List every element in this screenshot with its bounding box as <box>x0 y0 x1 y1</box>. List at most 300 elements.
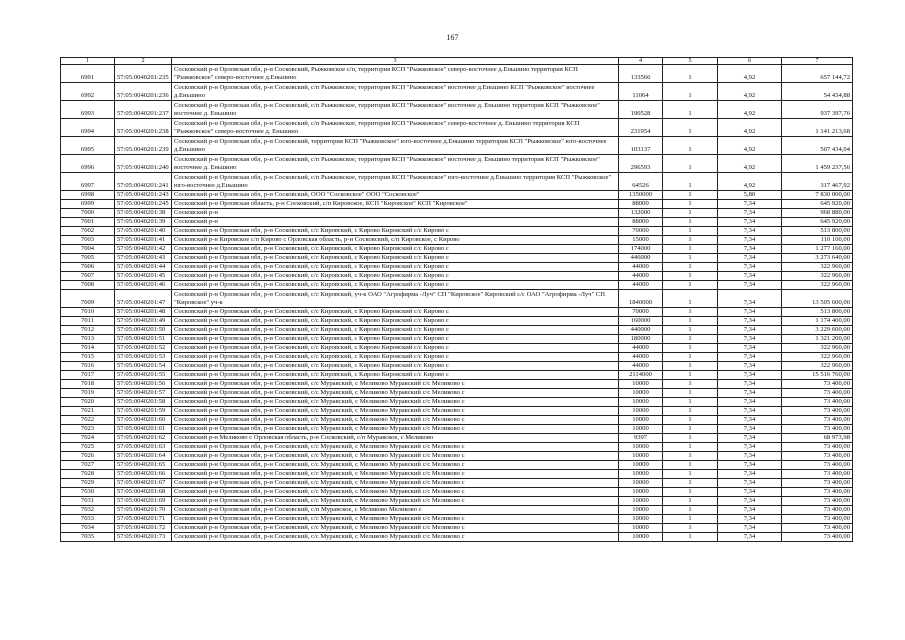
cadastral-number-cell: 57:05:0040201:68 <box>115 488 172 497</box>
cadastral-value-cell: 513 800,00 <box>782 227 853 236</box>
cadastral-number-cell: 57:05:0040201:59 <box>115 407 172 416</box>
table-row <box>61 479 853 488</box>
cadastral-number-cell: 57:05:0040201:61 <box>115 425 172 434</box>
specific-value-cell: 7,34 <box>718 461 782 470</box>
cadastral-number-cell: 57:05:0040201:60 <box>115 416 172 425</box>
table-row <box>61 281 853 290</box>
cadastral-number-cell: 57:05:0040201:51 <box>115 335 172 344</box>
row-number-cell: 7008 <box>61 281 115 290</box>
area-cell: 132000 <box>619 209 663 218</box>
row-number-cell: 7024 <box>61 434 115 443</box>
area-cell: 44000 <box>619 272 663 281</box>
cadastral-value-cell: 73 400,00 <box>782 452 853 461</box>
area-cell: 10000 <box>619 425 663 434</box>
count-cell: 1 <box>663 497 718 506</box>
table-row <box>61 200 853 209</box>
area-cell: 88000 <box>619 200 663 209</box>
area-cell: 160000 <box>619 317 663 326</box>
cadastral-value-cell: 513 800,00 <box>782 308 853 317</box>
cadastral-number-cell: 57:05:0040201:65 <box>115 461 172 470</box>
table-row <box>61 362 853 371</box>
cadastral-value-cell: 13 505 600,00 <box>782 290 853 308</box>
count-cell: 1 <box>663 254 718 263</box>
page-number: 167 <box>446 33 459 42</box>
specific-value-cell: 7,34 <box>718 416 782 425</box>
row-number-cell: 6997 <box>61 173 115 191</box>
cadastral-number-cell: 57:05:0040201:50 <box>115 326 172 335</box>
count-cell: 1 <box>663 101 718 119</box>
address-cell: Сосковский р-н Орловская обл, р-н Сосковский, с/с Муравский, с Меликово Муравский с/с Меликово с <box>172 461 619 470</box>
row-number-cell: 7017 <box>61 371 115 380</box>
row-number-cell: 7021 <box>61 407 115 416</box>
cadastral-value-cell: 657 144,72 <box>782 65 853 83</box>
address-cell: Сосковский р-н Орловская обл, р-н Сосковский, с/с Муравский, с Меликово Муравский с/с Меликово с <box>172 443 619 452</box>
cadastral-value-cell: 73 400,00 <box>782 515 853 524</box>
specific-value-cell: 7,34 <box>718 263 782 272</box>
specific-value-cell: 4,92 <box>718 173 782 191</box>
address-cell: Сосковский р-н Кировское с/п Кирово с Орловская область, р-н Сосковский, с/п Кировское, с Кирово <box>172 236 619 245</box>
table-row <box>61 506 853 515</box>
specific-value-cell: 7,34 <box>718 452 782 461</box>
address-cell: Сосковский р-н Орловская обл, р-н Сосковский, с/с Кировский, уч-к ОАО "Агрофирма -Луч" СП "Кировское" Кировский с/с ОАО "Агрофирма -Луч" СП "Кировское" уч-к <box>172 290 619 308</box>
row-number-cell: 7029 <box>61 479 115 488</box>
count-cell: 1 <box>663 137 718 155</box>
cadastral-number-cell: 57:05:0040201:71 <box>115 515 172 524</box>
address-cell: Сосковский р-н Орловская обл, р-н Сосковский, с/с Кировский, с Кирово Кировский с/с Кирово с <box>172 344 619 353</box>
address-cell: Сосковский р-н Орловская обл, р-н Сосковский, с/с Кировский, с Кирово Кировский с/с Кирово с <box>172 263 619 272</box>
area-cell: 10000 <box>619 416 663 425</box>
table-row <box>61 83 853 101</box>
cadastral-number-cell: 57:05:0040201:54 <box>115 362 172 371</box>
cadastral-value-cell: 110 100,00 <box>782 236 853 245</box>
table-row <box>61 290 853 308</box>
cadastral-value-cell: 322 960,00 <box>782 362 853 371</box>
cadastral-number-cell: 57:05:0040201:62 <box>115 434 172 443</box>
table-row <box>61 380 853 389</box>
table-row <box>61 344 853 353</box>
count-cell: 1 <box>663 488 718 497</box>
count-cell: 1 <box>663 119 718 137</box>
address-cell: Сосковский р-н Орловская обл, р-н Сосковский, с/с Кировский, с Кирово Кировский с/с Кирово с <box>172 245 619 254</box>
specific-value-cell: 7,34 <box>718 209 782 218</box>
area-cell: 64526 <box>619 173 663 191</box>
address-cell: Сосковский р-н Орловская обл, р-н Сосковский, с/с Муравский, с Меликово Муравский с/с Меликово с <box>172 416 619 425</box>
count-cell: 1 <box>663 416 718 425</box>
row-number-cell: 6996 <box>61 155 115 173</box>
address-cell: Сосковский р-н Орловская обл, р-н Сосковский, с/с Кировский, с Кирово Кировский с/с Кирово с <box>172 362 619 371</box>
area-cell: 44000 <box>619 263 663 272</box>
address-cell: Сосковский р-н Орловская обл, р-н Сосковский, с/с Муравский, с Меликово Муравский с/с Меликово с <box>172 515 619 524</box>
table-row <box>61 470 853 479</box>
count-cell: 1 <box>663 281 718 290</box>
area-cell: 10000 <box>619 488 663 497</box>
table-row <box>61 245 853 254</box>
count-cell: 1 <box>663 371 718 380</box>
specific-value-cell: 7,34 <box>718 308 782 317</box>
area-cell: 10000 <box>619 407 663 416</box>
cadastral-value-cell: 73 400,00 <box>782 398 853 407</box>
address-cell: Сосковский р-н Орловская обл, р-н Сосковский, с/п Рыжковское, территория КСП "Рыжковское" восточнее д. Еньшино территория КСП "Рыжковское" восточнее д. Еньшино <box>172 155 619 173</box>
table-row <box>61 389 853 398</box>
count-cell: 1 <box>663 515 718 524</box>
cadastral-value-cell: 317 467,92 <box>782 173 853 191</box>
column-header: 2 <box>115 58 172 65</box>
table-row <box>61 173 853 191</box>
cadastral-number-cell: 57:05:0040201:241 <box>115 173 172 191</box>
count-cell: 1 <box>663 200 718 209</box>
table-row <box>61 218 853 227</box>
area-cell: 11064 <box>619 83 663 101</box>
table-row <box>61 272 853 281</box>
count-cell: 1 <box>663 398 718 407</box>
row-number-cell: 7032 <box>61 506 115 515</box>
area-cell: 446000 <box>619 254 663 263</box>
cadastral-number-cell: 57:05:0040201:66 <box>115 470 172 479</box>
row-number-cell: 7020 <box>61 398 115 407</box>
table-row <box>61 236 853 245</box>
area-cell: 9397 <box>619 434 663 443</box>
specific-value-cell: 7,34 <box>718 317 782 326</box>
cadastral-value-cell: 937 397,76 <box>782 101 853 119</box>
row-number-cell: 7007 <box>61 272 115 281</box>
cadastral-value-cell: 73 400,00 <box>782 389 853 398</box>
table-row <box>61 308 853 317</box>
address-cell: Сосковский р-н Орловская область, р-н Сосковский, с/п Кировское, КСП "Кировское" КСП "Кировское" <box>172 200 619 209</box>
column-header: 4 <box>619 58 663 65</box>
row-number-cell: 7005 <box>61 254 115 263</box>
row-number-cell: 7028 <box>61 470 115 479</box>
row-number-cell: 7014 <box>61 344 115 353</box>
count-cell: 1 <box>663 506 718 515</box>
cadastral-number-cell: 57:05:0040201:38 <box>115 209 172 218</box>
address-cell: Сосковский р-н Орловская обл, р-н Сосковский, с/п Рыжковское, территория КСП "Рыжковское" юго-восточнее д.Еньшино территория КСП "Рыжковское" юго-восточнее д.Еньшино <box>172 173 619 191</box>
count-cell: 1 <box>663 245 718 254</box>
cadastral-number-cell: 57:05:0040201:43 <box>115 254 172 263</box>
cadastral-value-cell: 645 920,00 <box>782 200 853 209</box>
specific-value-cell: 7,34 <box>718 371 782 380</box>
address-cell: Сосковский р-н Орловская обл, р-н Сосковский, с/с Муравский, с Меликово Муравский с/с Меликово с <box>172 380 619 389</box>
area-cell: 10000 <box>619 497 663 506</box>
row-number-cell: 6993 <box>61 101 115 119</box>
cadastral-number-cell: 57:05:0040201:235 <box>115 65 172 83</box>
row-number-cell: 6994 <box>61 119 115 137</box>
row-number-cell: 6992 <box>61 83 115 101</box>
specific-value-cell: 7,34 <box>718 443 782 452</box>
area-cell: 15000 <box>619 236 663 245</box>
address-cell: Сосковский р-н Меликово с Орловская область, р-н Сосковский, с/п Муравское, с Меликово <box>172 434 619 443</box>
address-cell: Сосковский р-н Орловская обл, р-н Сосковский, с/с Кировский, с Кирово Кировский с/с Кирово с <box>172 272 619 281</box>
count-cell: 1 <box>663 236 718 245</box>
address-cell: Сосковский р-н Орловская обл, р-н Сосковский, с/с Кировский, с Кирово Кировский с/с Кирово с <box>172 281 619 290</box>
area-cell: 296593 <box>619 155 663 173</box>
cadastral-number-cell: 57:05:0040201:73 <box>115 533 172 542</box>
address-cell: Сосковский р-н Орловская обл, р-н Сосковский, с/с Муравский, с Меликово Муравский с/с Меликово с <box>172 452 619 461</box>
address-cell: Сосковский р-н <box>172 218 619 227</box>
specific-value-cell: 7,34 <box>718 524 782 533</box>
cadastral-number-cell: 57:05:0040201:64 <box>115 452 172 461</box>
count-cell: 1 <box>663 209 718 218</box>
cadastral-number-cell: 57:05:0040201:237 <box>115 101 172 119</box>
cadastral-number-cell: 57:05:0040201:55 <box>115 371 172 380</box>
table-row <box>61 488 853 497</box>
count-cell: 1 <box>663 155 718 173</box>
column-header: 5 <box>663 58 718 65</box>
count-cell: 1 <box>663 479 718 488</box>
area-cell: 10000 <box>619 389 663 398</box>
cadastral-value-cell: 73 400,00 <box>782 470 853 479</box>
cadastral-number-cell: 57:05:0040201:70 <box>115 506 172 515</box>
row-number-cell: 7025 <box>61 443 115 452</box>
cadastral-value-cell: 322 960,00 <box>782 344 853 353</box>
count-cell: 1 <box>663 173 718 191</box>
cadastral-value-cell: 54 434,88 <box>782 83 853 101</box>
count-cell: 1 <box>663 308 718 317</box>
row-number-cell: 6995 <box>61 137 115 155</box>
cadastral-number-cell: 57:05:0040201:236 <box>115 83 172 101</box>
cadastral-number-cell: 57:05:0040201:45 <box>115 272 172 281</box>
cadastral-value-cell: 15 516 760,00 <box>782 371 853 380</box>
cadastral-value-cell: 322 960,00 <box>782 272 853 281</box>
cadastral-number-cell: 57:05:0040201:245 <box>115 200 172 209</box>
cadastral-value-cell: 73 400,00 <box>782 461 853 470</box>
table-row <box>61 497 853 506</box>
table-row <box>61 416 853 425</box>
specific-value-cell: 4,92 <box>718 101 782 119</box>
cadastral-value-cell: 73 400,00 <box>782 479 853 488</box>
specific-value-cell: 7,34 <box>718 218 782 227</box>
cadastral-number-cell: 57:05:0040201:48 <box>115 308 172 317</box>
specific-value-cell: 7,34 <box>718 335 782 344</box>
cadastral-value-cell: 3 273 640,00 <box>782 254 853 263</box>
area-cell: 10000 <box>619 515 663 524</box>
table-row <box>61 119 853 137</box>
cadastral-value-cell: 1 277 160,00 <box>782 245 853 254</box>
count-cell: 1 <box>663 335 718 344</box>
address-cell: Сосковский р-н Орловская обл, р-н Сосковский, с/п Рыжковское, территория КСП "Рыжковское" северо-восточнее д. Еньшино территория КСП "Рыжковское" северо-восточнее д. Еньшино <box>172 119 619 137</box>
cadastral-value-cell: 73 400,00 <box>782 497 853 506</box>
area-cell: 10000 <box>619 479 663 488</box>
cadastral-number-cell: 57:05:0040201:69 <box>115 497 172 506</box>
row-number-cell: 7030 <box>61 488 115 497</box>
address-cell: Сосковский р-н Орловская обл, р-н Сосковский, с/с Муравский, с Меликово Муравский с/с Меликово с <box>172 425 619 434</box>
specific-value-cell: 7,34 <box>718 353 782 362</box>
specific-value-cell: 7,34 <box>718 326 782 335</box>
cadastral-value-cell: 507 434,04 <box>782 137 853 155</box>
row-number-cell: 7013 <box>61 335 115 344</box>
specific-value-cell: 4,92 <box>718 137 782 155</box>
row-number-cell: 7031 <box>61 497 115 506</box>
address-cell: Сосковский р-н Орловская обл, р-н Сосковский, территория КСП "Рыжковское" юго-восточнее д.Еньшино территория КСП "Рыжковское" юго-восточнее д.Еньшино <box>172 137 619 155</box>
row-number-cell: 6999 <box>61 200 115 209</box>
address-cell: Сосковский р-н Орловская обл, р-н Сосковский, с/с Кировский, с Кирово Кировский с/с Кирово с <box>172 308 619 317</box>
specific-value-cell: 7,34 <box>718 488 782 497</box>
row-number-cell: 7006 <box>61 263 115 272</box>
count-cell: 1 <box>663 470 718 479</box>
cadastral-number-cell: 57:05:0040201:238 <box>115 119 172 137</box>
address-cell: Сосковский р-н Орловская обл, р-н Сосковский, с/с Кировский, с Кирово Кировский с/с Кирово с <box>172 335 619 344</box>
count-cell: 1 <box>663 434 718 443</box>
row-number-cell: 7004 <box>61 245 115 254</box>
cadastral-value-cell: 322 960,00 <box>782 281 853 290</box>
area-cell: 10000 <box>619 380 663 389</box>
specific-value-cell: 4,92 <box>718 155 782 173</box>
specific-value-cell: 7,34 <box>718 272 782 281</box>
row-number-cell: 7033 <box>61 515 115 524</box>
cadastral-number-cell: 57:05:0040201:47 <box>115 290 172 308</box>
count-cell: 1 <box>663 290 718 308</box>
cadastral-value-cell: 73 400,00 <box>782 380 853 389</box>
area-cell: 10000 <box>619 452 663 461</box>
count-cell: 1 <box>663 326 718 335</box>
table-row <box>61 533 853 542</box>
table-row <box>61 425 853 434</box>
row-number-cell: 7010 <box>61 308 115 317</box>
address-cell: Сосковский р-н Орловская обл, р-н Сосковский, с/с Муравский, с Меликово Муравский с/с Меликово с <box>172 398 619 407</box>
cadastral-value-cell: 1 459 237,56 <box>782 155 853 173</box>
table-row <box>61 434 853 443</box>
count-cell: 1 <box>663 461 718 470</box>
count-cell: 1 <box>663 524 718 533</box>
address-cell: Сосковский р-н Орловская обл, р-н Сосковский, Рыжковское с/п, территория КСП "Рыжковское" северо-восточнее д.Еньшино территория КСП "Рыжковское" северо-восточнее д.Еньшино <box>172 65 619 83</box>
table-row <box>61 263 853 272</box>
cadastral-number-cell: 57:05:0040201:58 <box>115 398 172 407</box>
cadastral-value-cell: 73 400,00 <box>782 533 853 542</box>
specific-value-cell: 7,34 <box>718 344 782 353</box>
table-row <box>61 524 853 533</box>
area-cell: 2114000 <box>619 371 663 380</box>
specific-value-cell: 7,34 <box>718 245 782 254</box>
specific-value-cell: 7,34 <box>718 236 782 245</box>
area-cell: 103137 <box>619 137 663 155</box>
cadastral-value-table <box>60 57 853 542</box>
cadastral-number-cell: 57:05:0040201:44 <box>115 263 172 272</box>
row-number-cell: 7009 <box>61 290 115 308</box>
column-header: 1 <box>61 58 115 65</box>
cadastral-value-cell: 73 400,00 <box>782 443 853 452</box>
address-cell: Сосковский р-н Орловская обл, р-н Сосковский, с/с Муравский, с Меликово Муравский с/с Меликово с <box>172 407 619 416</box>
cadastral-value-cell: 645 920,00 <box>782 218 853 227</box>
cadastral-number-cell: 57:05:0040201:53 <box>115 353 172 362</box>
table-row <box>61 461 853 470</box>
cadastral-number-cell: 57:05:0040201:63 <box>115 443 172 452</box>
address-cell: Сосковский р-н <box>172 209 619 218</box>
specific-value-cell: 7,34 <box>718 434 782 443</box>
count-cell: 1 <box>663 191 718 200</box>
cadastral-value-cell: 3 229 600,00 <box>782 326 853 335</box>
specific-value-cell: 7,34 <box>718 497 782 506</box>
count-cell: 1 <box>663 452 718 461</box>
table-body <box>61 58 853 542</box>
area-cell: 10000 <box>619 524 663 533</box>
address-cell: Сосковский р-н Орловская обл, р-н Сосковский, с/с Муравский, с Меликово Муравский с/с Меликово с <box>172 524 619 533</box>
address-cell: Сосковский р-н Орловская обл, р-н Сосковский, с/с Кировский, с Кирово Кировский с/с Кирово с <box>172 326 619 335</box>
count-cell: 1 <box>663 65 718 83</box>
specific-value-cell: 7,34 <box>718 290 782 308</box>
row-number-cell: 7003 <box>61 236 115 245</box>
specific-value-cell: 7,34 <box>718 254 782 263</box>
row-number-cell: 7001 <box>61 218 115 227</box>
address-cell: Сосковский р-н Орловская обл, р-н Сосковский, с/с Кировский, с Кирово Кировский с/с Кирово с <box>172 227 619 236</box>
count-cell: 1 <box>663 227 718 236</box>
specific-value-cell: 7,34 <box>718 362 782 371</box>
cadastral-value-cell: 73 400,00 <box>782 407 853 416</box>
area-cell: 10000 <box>619 470 663 479</box>
specific-value-cell: 4,92 <box>718 83 782 101</box>
cadastral-number-cell: 57:05:0040201:243 <box>115 191 172 200</box>
cadastral-value-cell: 1 174 400,00 <box>782 317 853 326</box>
count-cell: 1 <box>663 218 718 227</box>
table-header-row <box>61 58 853 65</box>
cadastral-number-cell: 57:05:0040201:72 <box>115 524 172 533</box>
count-cell: 1 <box>663 443 718 452</box>
area-cell: 180000 <box>619 335 663 344</box>
count-cell: 1 <box>663 83 718 101</box>
cadastral-number-cell: 57:05:0040201:67 <box>115 479 172 488</box>
cadastral-value-cell: 73 400,00 <box>782 524 853 533</box>
table-row <box>61 65 853 83</box>
address-cell: Сосковский р-н Орловская обл, р-н Сосковский, с/с Муравский, с Меликово Муравский с/с Меликово с <box>172 488 619 497</box>
specific-value-cell: 4,92 <box>718 119 782 137</box>
count-cell: 1 <box>663 389 718 398</box>
area-cell: 10000 <box>619 461 663 470</box>
specific-value-cell: 5,80 <box>718 191 782 200</box>
row-number-cell: 7002 <box>61 227 115 236</box>
table-row <box>61 515 853 524</box>
specific-value-cell: 7,34 <box>718 380 782 389</box>
area-cell: 190528 <box>619 101 663 119</box>
area-cell: 174000 <box>619 245 663 254</box>
cadastral-number-cell: 57:05:0040201:40 <box>115 227 172 236</box>
area-cell: 10000 <box>619 533 663 542</box>
cadastral-value-cell: 1 321 200,00 <box>782 335 853 344</box>
area-cell: 10000 <box>619 506 663 515</box>
table-row <box>61 227 853 236</box>
specific-value-cell: 7,34 <box>718 200 782 209</box>
cadastral-value-cell: 7 830 000,00 <box>782 191 853 200</box>
specific-value-cell: 7,34 <box>718 470 782 479</box>
count-cell: 1 <box>663 407 718 416</box>
cadastral-number-cell: 57:05:0040201:240 <box>115 155 172 173</box>
area-cell: 70000 <box>619 227 663 236</box>
count-cell: 1 <box>663 263 718 272</box>
area-cell: 231954 <box>619 119 663 137</box>
table-row <box>61 407 853 416</box>
address-cell: Сосковский р-н Орловская обл, р-н Сосковский, с/с Муравский, с Меликово Муравский с/с Меликово с <box>172 479 619 488</box>
count-cell: 1 <box>663 362 718 371</box>
cadastral-value-cell: 68 973,98 <box>782 434 853 443</box>
row-number-cell: 7027 <box>61 461 115 470</box>
row-number-cell: 7026 <box>61 452 115 461</box>
cadastral-value-cell: 73 400,00 <box>782 425 853 434</box>
column-header: 3 <box>172 58 619 65</box>
area-cell: 1840000 <box>619 290 663 308</box>
row-number-cell: 7034 <box>61 524 115 533</box>
address-cell: Сосковский р-н Орловская обл, р-н Сосковский, с/с Муравский, с Меликово Муравский с/с Меликово с <box>172 533 619 542</box>
specific-value-cell: 7,34 <box>718 479 782 488</box>
row-number-cell: 7016 <box>61 362 115 371</box>
area-cell: 44000 <box>619 281 663 290</box>
address-cell: Сосковский р-н Орловская обл, р-н Сосковский, с/с Кировский, с Кирово Кировский с/с Кирово с <box>172 371 619 380</box>
row-number-cell: 7035 <box>61 533 115 542</box>
cadastral-value-cell: 322 960,00 <box>782 353 853 362</box>
count-cell: 1 <box>663 344 718 353</box>
cadastral-number-cell: 57:05:0040201:42 <box>115 245 172 254</box>
column-header: 7 <box>782 58 853 65</box>
table-row <box>61 209 853 218</box>
cadastral-value-cell: 73 400,00 <box>782 506 853 515</box>
row-number-cell: 7023 <box>61 425 115 434</box>
specific-value-cell: 7,34 <box>718 227 782 236</box>
